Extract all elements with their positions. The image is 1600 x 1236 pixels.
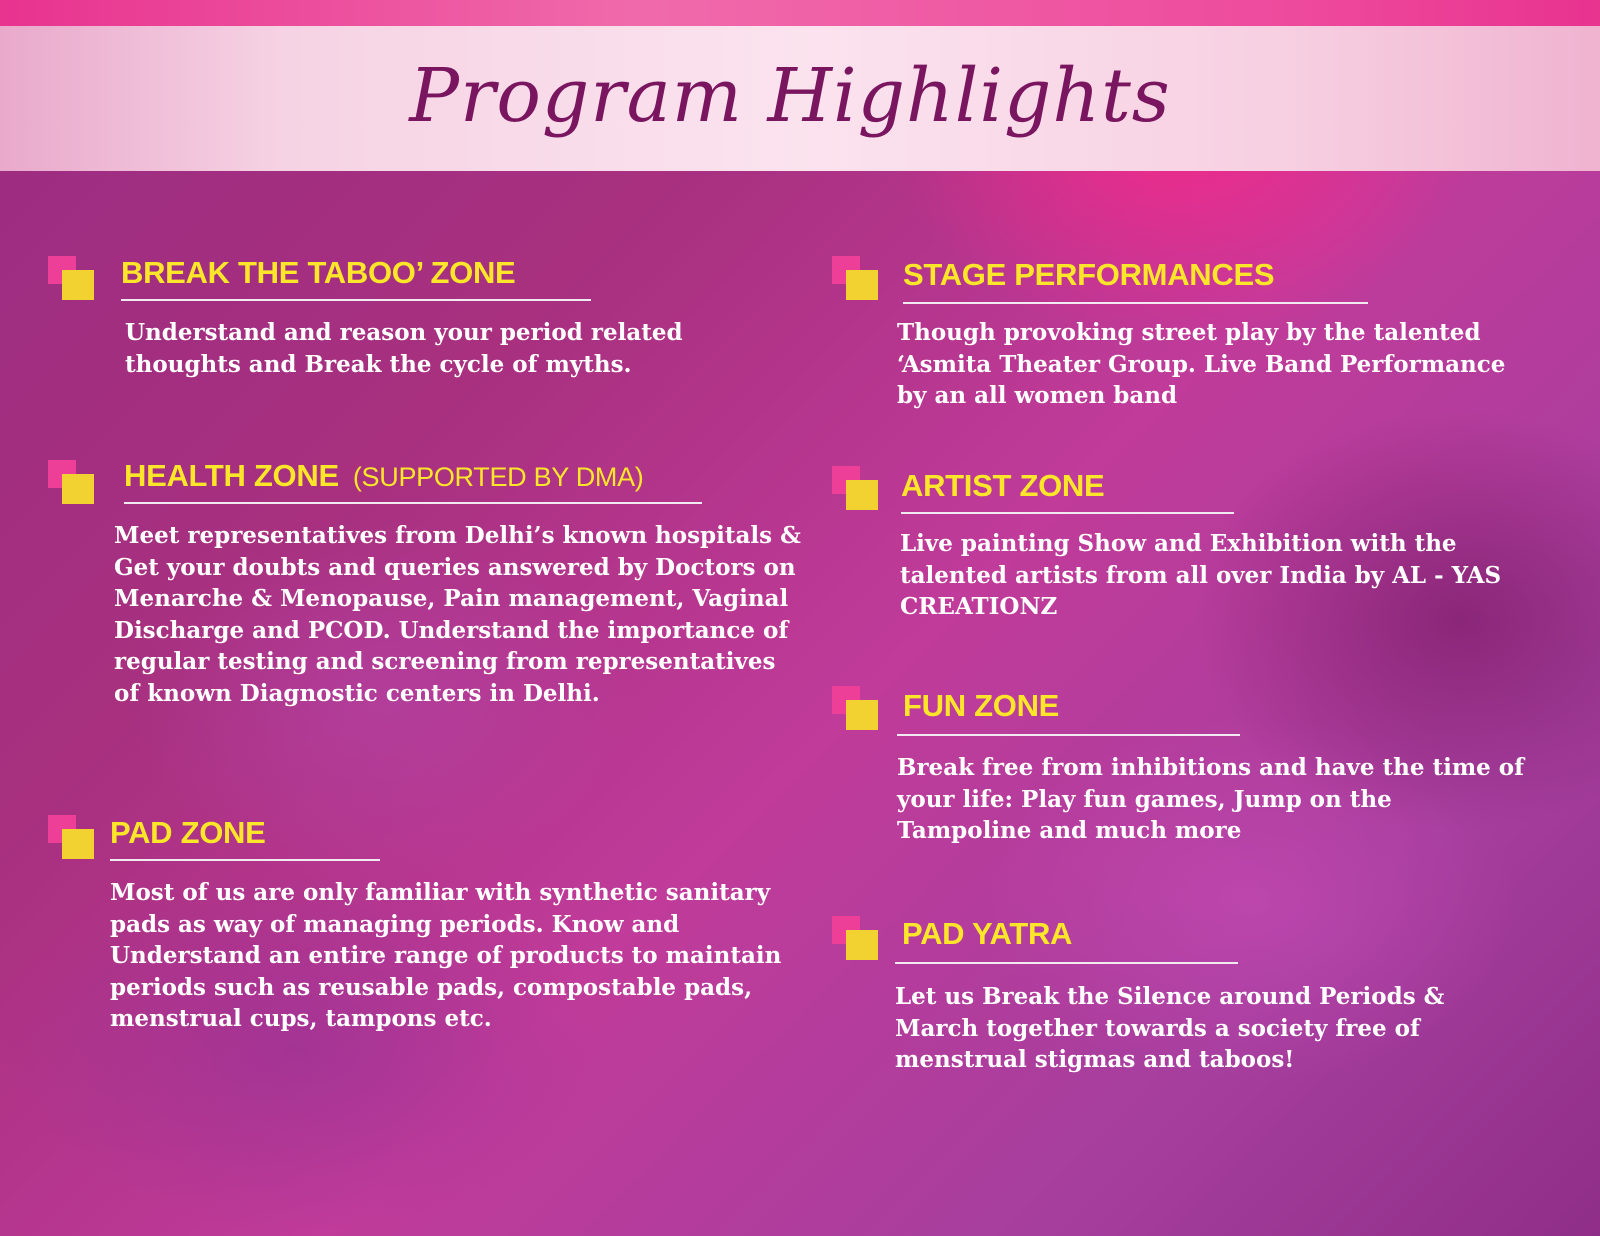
section-divider <box>897 734 1240 736</box>
section-title: BREAK THE TABOO’ ZONE <box>121 255 516 290</box>
section-divider <box>895 962 1238 964</box>
section-title: STAGE PERFORMANCES <box>903 257 1275 292</box>
section-bullet-icon <box>48 460 94 504</box>
section-title: PAD ZONE <box>110 815 266 850</box>
title-banner <box>0 26 1600 171</box>
section-body: Most of us are only familiar with synthetic sanitary pads as way of managing periods. Know and Understand an entire range of products to maintain periods such as reusable pads, compostable pads, menstrual cups, tampons etc. <box>110 879 782 1032</box>
section-divider <box>110 859 380 861</box>
section-title: ARTIST ZONE <box>901 468 1105 503</box>
section-title: PAD YATRA <box>902 916 1073 951</box>
section-divider <box>124 502 702 504</box>
section-title <box>124 458 644 494</box>
section-title: FUN ZONE <box>903 688 1060 723</box>
section-bullet-icon <box>832 256 878 300</box>
section-bullet-icon <box>832 686 878 730</box>
section-body: Break free from inhibitions and have the time of your life: Play fun games, Jump on the Tampoline and much more <box>897 754 1525 844</box>
top-accent-strip <box>0 0 1600 26</box>
section-bullet-icon <box>48 256 94 300</box>
section-subtitle: (SUPPORTED BY DMA) <box>352 462 644 492</box>
section-body: Understand and reason your period related thoughts and Break the cycle of myths. <box>125 319 683 378</box>
section-divider <box>121 299 591 301</box>
section-body: Meet representatives from Delhi’s known hospitals & Get your doubts and queries answered by Doctors on Menarche & Menopause, Pain management, Vaginal Discharge and PCOD. Understand the importance of regular testing and screening from representatives of known Diagnostic centers in Delhi. <box>114 522 801 707</box>
section-bullet-icon <box>832 916 878 960</box>
page-title: Program Highlights <box>409 52 1171 139</box>
section-body: Though provoking street play by the talented ‘Asmita Theater Group. Live Band Performance by an all women band <box>897 319 1506 409</box>
section-body: Let us Break the Silence around Periods & March together towards a society free of menstrual stigmas and taboos! <box>895 983 1445 1073</box>
section-title-text: HEALTH ZONE <box>124 458 339 493</box>
section-divider <box>901 512 1234 514</box>
section-bullet-icon <box>832 466 878 510</box>
section-bullet-icon <box>48 815 94 859</box>
section-body: Live painting Show and Exhibition with the talented artists from all over India by AL - YAS CREATIONZ <box>900 530 1502 620</box>
section-divider <box>903 302 1368 304</box>
